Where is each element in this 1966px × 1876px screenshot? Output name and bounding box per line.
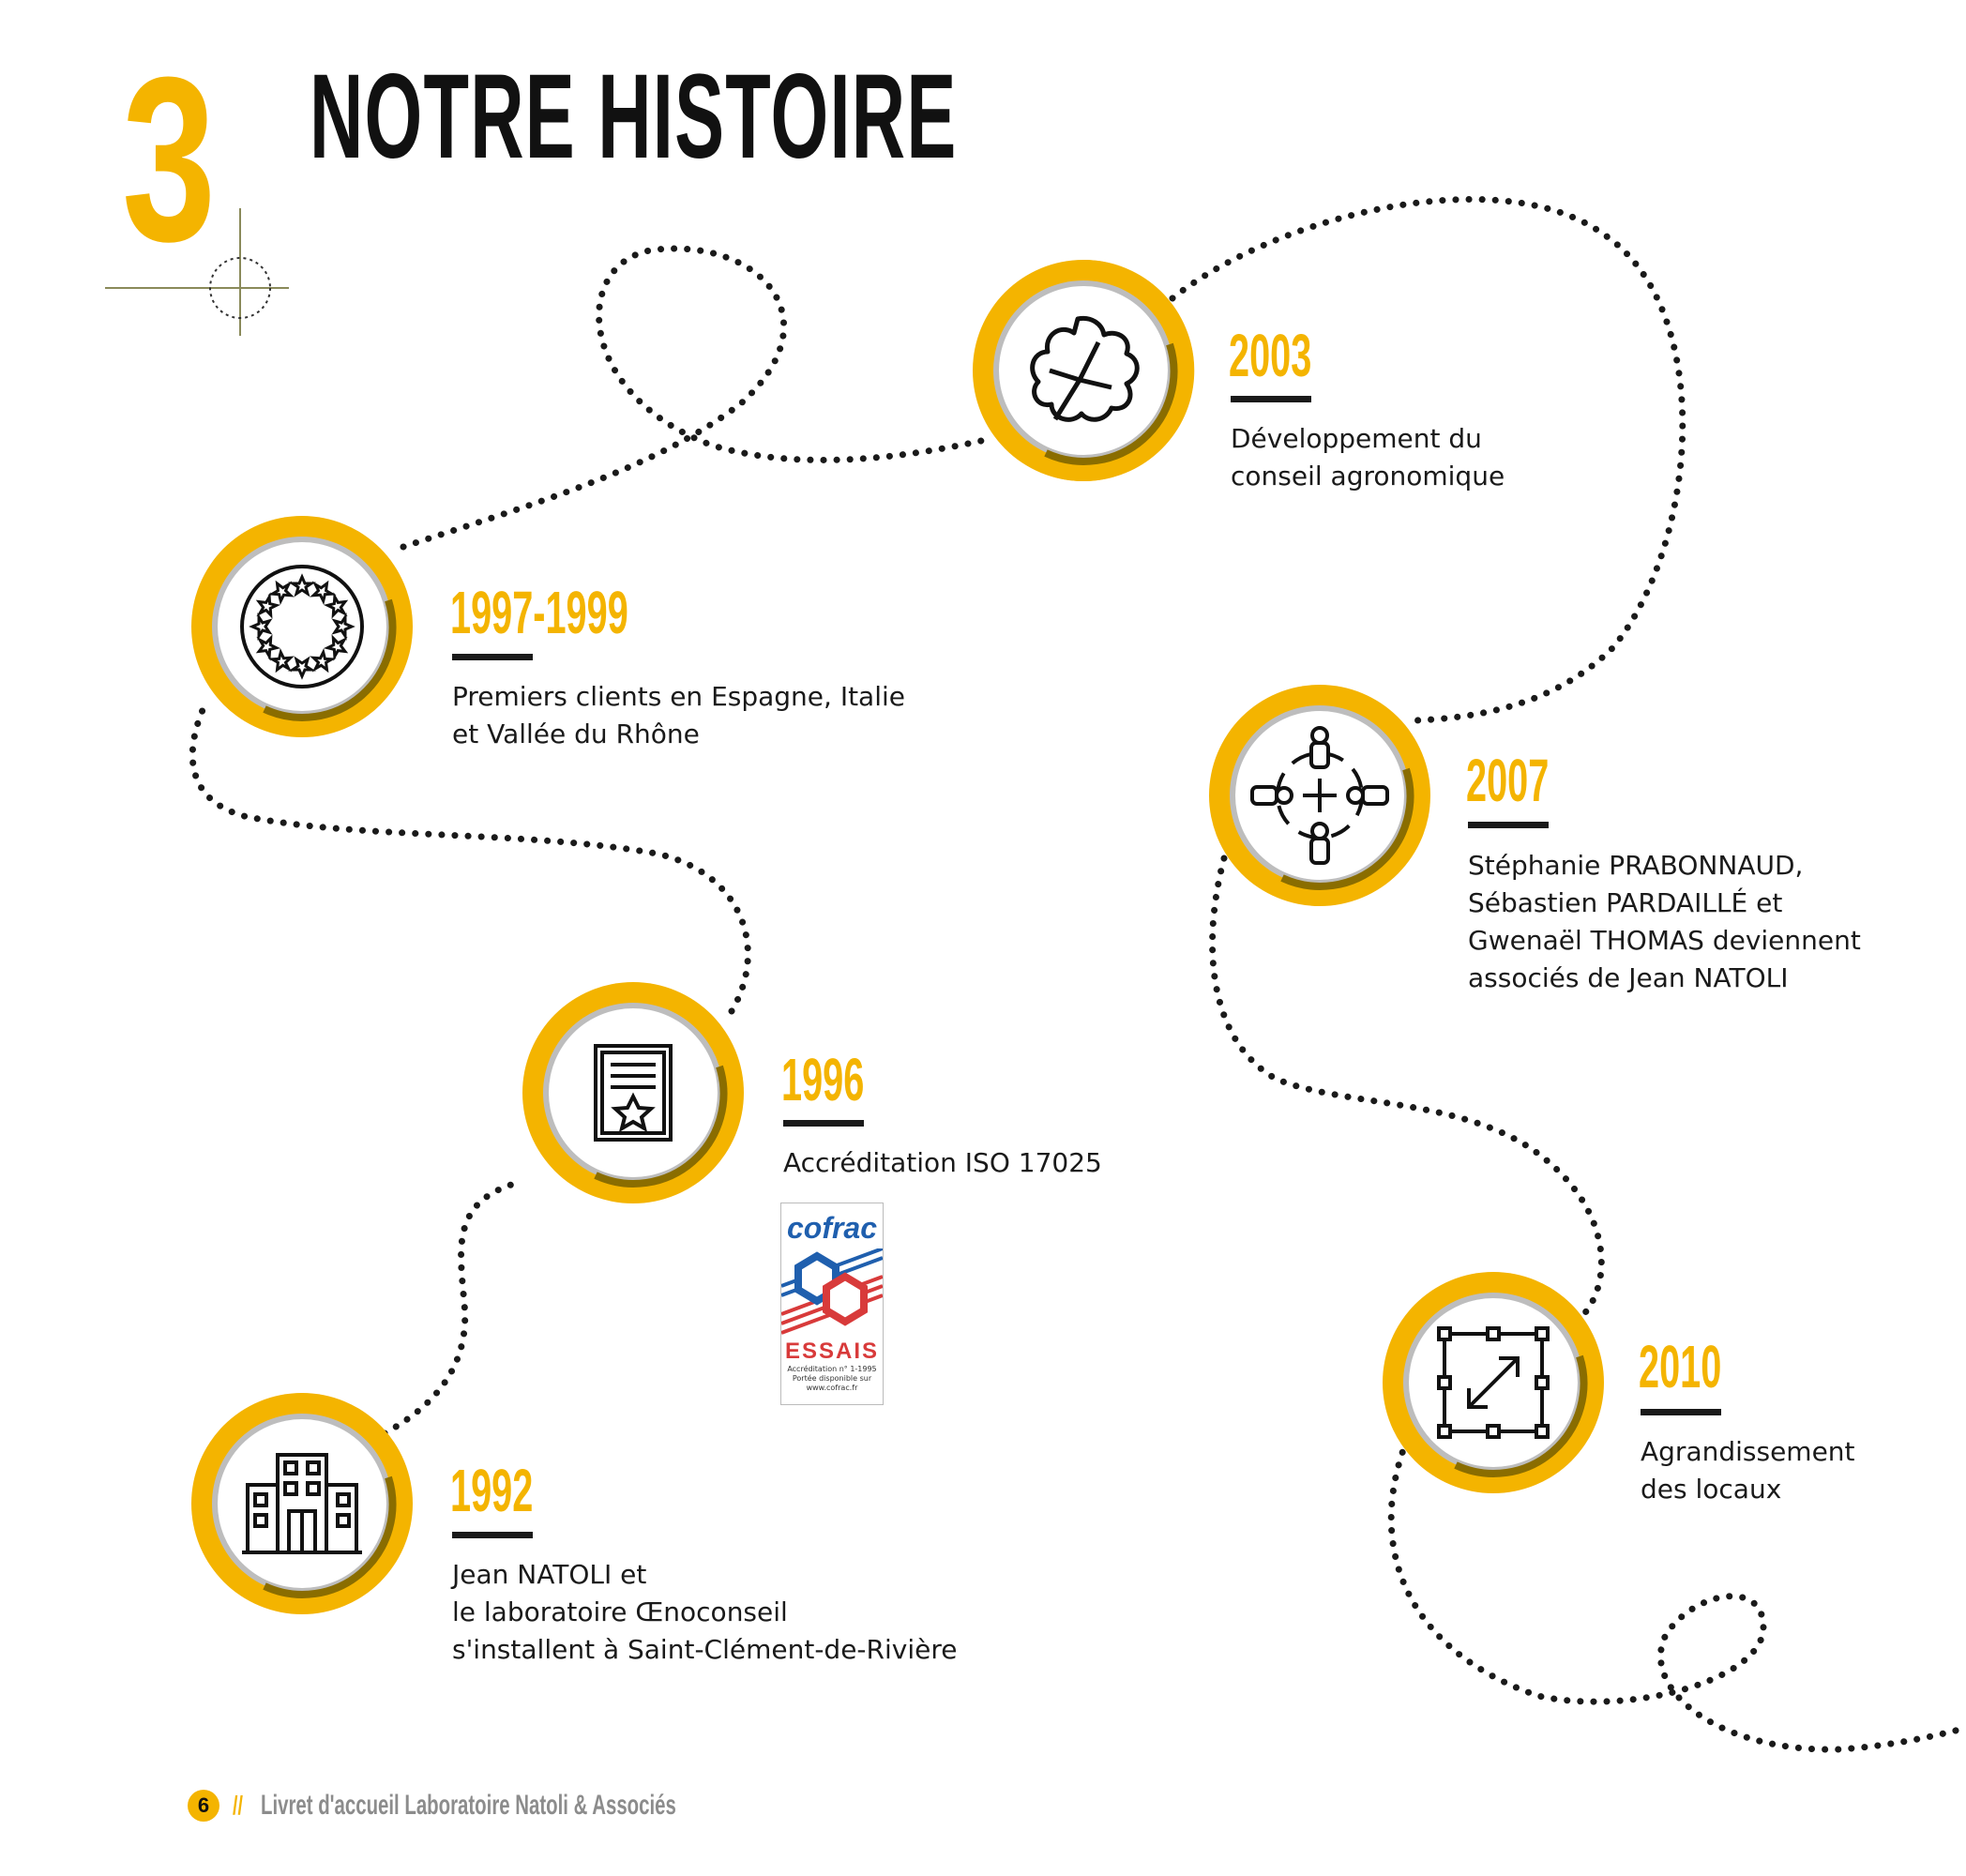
milestone-circle-1992 <box>191 1393 413 1614</box>
year-underline <box>452 1532 533 1538</box>
cofrac-label: ESSAIS <box>784 1339 880 1364</box>
milestone-description-2003: Développement du conseil agronomique <box>1231 423 1505 492</box>
footer-separator: // <box>233 1791 243 1820</box>
year-underline <box>1231 396 1311 402</box>
year-1992: 1992 <box>450 1457 534 1524</box>
milestone-description-1996: Accréditation ISO 17025 <box>783 1147 1102 1178</box>
page-title: NOTRE HISTOIRE <box>310 50 958 184</box>
milestone-circle-2010 <box>1383 1272 1604 1493</box>
milestone-circle-2003 <box>973 260 1194 481</box>
milestone-circle-2007 <box>1209 685 1430 906</box>
footer-text: Livret d'accueil Laboratoire Natoli & Associés <box>261 1790 676 1821</box>
year-underline <box>783 1120 864 1127</box>
milestone-description-2010: Agrandissement des locaux <box>1641 1436 1855 1505</box>
year-1996: 1996 <box>781 1046 865 1113</box>
year-2010: 2010 <box>1639 1333 1722 1400</box>
year-1997-1999: 1997-1999 <box>450 579 628 646</box>
cofrac-hexagon-icon <box>781 1248 883 1339</box>
year-2003: 2003 <box>1229 322 1312 389</box>
year-underline <box>1641 1409 1721 1415</box>
milestone-description-1992: Jean NATOLI et le laboratoire Œnoconseil s'installent à Saint-Clément-de-Rivière <box>452 1559 958 1665</box>
section-number: 3 <box>122 28 217 290</box>
cofrac-brand: cofrac <box>786 1211 878 1245</box>
cofrac-logo <box>780 1203 884 1405</box>
milestone-description-1997-1999: Premiers clients en Espagne, Italie et Vallée du Rhône <box>452 681 905 749</box>
cofrac-accreditation: Accréditation n° 1-1995 Portée disponible sur www.cofrac.fr <box>787 1365 877 1392</box>
eu-stars-icon <box>242 567 362 687</box>
page-number-badge: 6 <box>188 1790 219 1822</box>
year-underline <box>1468 822 1549 828</box>
milestone-description-2007: Stéphanie PRABONNAUD, Sébastien PARDAILLÉ et Gwenaël THOMAS deviennent associés de Jean NATOLI <box>1468 850 1861 993</box>
milestone-circle-1997-1999 <box>191 516 413 737</box>
year-underline <box>452 654 533 660</box>
milestone-circle-1996 <box>522 982 744 1203</box>
year-2007: 2007 <box>1466 747 1550 814</box>
certificate-icon <box>596 1046 671 1140</box>
